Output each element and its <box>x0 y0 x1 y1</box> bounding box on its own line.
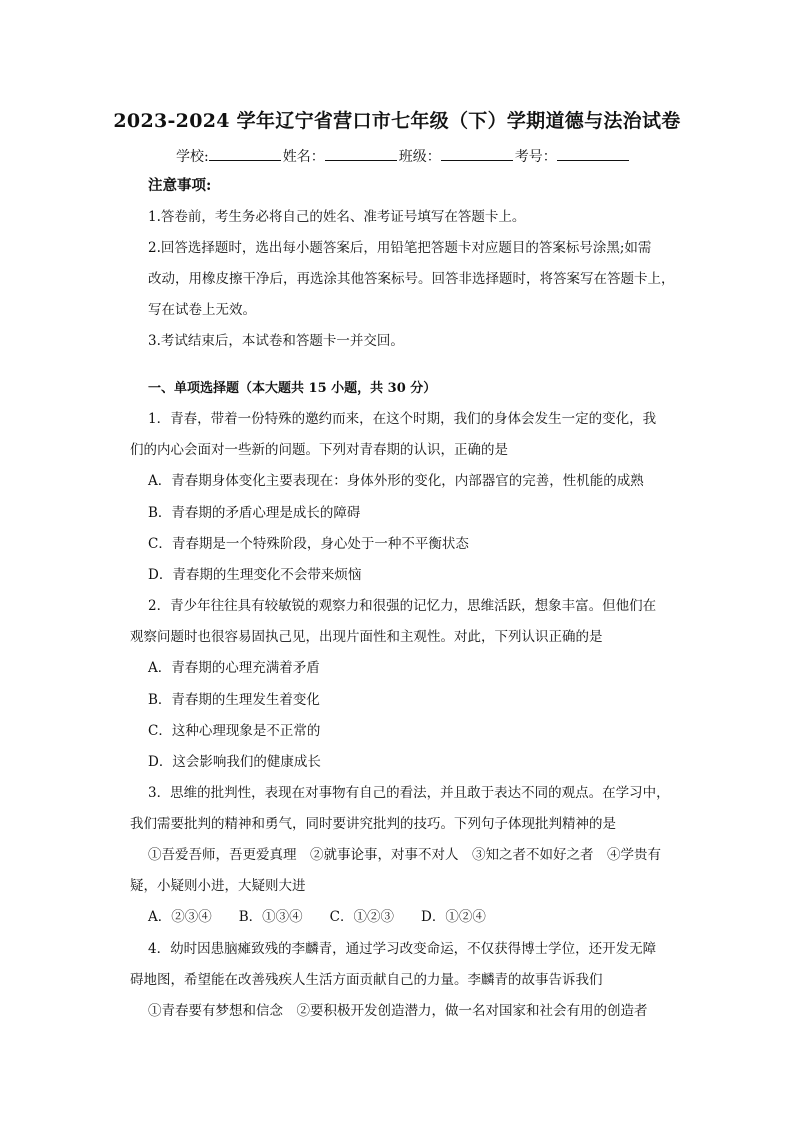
notice-item: 2.回答选择题时，选出每小题答案后，用铅笔把答题卡对应题目的答案标号涂黑;如需 <box>148 240 652 256</box>
question-2-option-c: C．这种心理现象是不正常的 <box>148 723 321 739</box>
name-label: 姓名： <box>282 149 325 165</box>
class-blank <box>441 146 513 161</box>
notice-heading: 注意事项: <box>148 177 212 194</box>
exam-title: 2023-2024 学年辽宁省营口市七年级（下）学期道德与法治试卷 <box>113 110 681 132</box>
question-1-stem: 1．青春，带着一份特殊的邀约而来，在这个时期，我们的身体会发生一定的变化，我 <box>148 411 657 427</box>
question-2-stem: 观察问题时也很容易固执己见，出现片面性和主观性。对此，下列认识正确的是 <box>130 629 603 645</box>
question-3-stem: 3．思维的批判性，表现在对事物有自己的看法，并且敢于表达不同的观点。在学习中， <box>148 785 670 801</box>
question-2-option-d: D．这会影响我们的健康成长 <box>148 754 321 770</box>
question-2-option-a: A．青春期的心理充满着矛盾 <box>148 660 320 676</box>
question-4-stem: 碍地图，希望能在改善残疾人生活方面贡献自己的力量。李麟青的故事告诉我们 <box>130 972 603 988</box>
question-4-stem: 4．幼时因患脑瘫致残的李麟青，通过学习改变命运，不仅获得博士学位，还开发无障 <box>148 941 657 957</box>
question-2-option-b: B．青春期的生理发生着变化 <box>148 692 320 708</box>
exam-number-blank <box>557 146 629 161</box>
class-label: 班级： <box>398 149 441 165</box>
question-3-statements: ①吾爱吾师，吾更爱真理 ②就事论事，对事不对人 ③知之者不如好之者 ④学贵有 <box>148 847 661 863</box>
question-4-statements: ①青春要有梦想和信念 ②要积极开发创造潜力，做一名对国家和社会有用的创造者 <box>148 1003 648 1019</box>
question-1-stem: 们的内心会面对一些新的问题。下列对青春期的认识，正确的是 <box>130 442 508 458</box>
question-3-statements: 疑，小疑则小进，大疑则大进 <box>130 878 306 894</box>
question-1-option-c: C．青春期是一个特殊阶段，身心处于一种不平衡状态 <box>148 536 469 552</box>
student-info-row <box>176 146 631 166</box>
school-blank <box>209 146 281 161</box>
exam-number-label: 考号： <box>514 149 557 165</box>
question-1-option-a: A．青春期身体变化主要表现在：身体外形的变化，内部器官的完善，性机能的成熟 <box>148 473 644 489</box>
notice-item: 1.答卷前，考生务必将自己的姓名、准考证号填写在答题卡上。 <box>148 209 526 225</box>
question-3-choices: A．②③④ B．①③④ C．①②③ D．①②④ <box>148 909 486 925</box>
question-3-stem: 我们需要批判的精神和勇气，同时要讲究批判的技巧。下列句子体现批判精神的是 <box>130 816 616 832</box>
school-label: 学校: <box>176 149 209 165</box>
name-blank <box>325 146 397 161</box>
notice-item: 写在试卷上无效。 <box>148 302 256 318</box>
question-2-stem: 2．青少年往往具有较敏锐的观察力和很强的记忆力，思维活跃，想象丰富。但他们在 <box>148 598 657 614</box>
question-1-option-b: B．青春期的矛盾心理是成长的障碍 <box>148 505 361 521</box>
notice-item: 改动，用橡皮擦干净后，再选涂其他答案标号。回答非选择题时，将答案写在答题卡上， <box>148 271 675 287</box>
section-heading: 一、单项选择题（本大题共 15 小题，共 30 分） <box>148 381 437 396</box>
notice-item: 3.考试结束后，本试卷和答题卡一并交回。 <box>148 333 404 349</box>
question-1-option-d: D．青春期的生理变化不会带来烦恼 <box>148 567 362 583</box>
